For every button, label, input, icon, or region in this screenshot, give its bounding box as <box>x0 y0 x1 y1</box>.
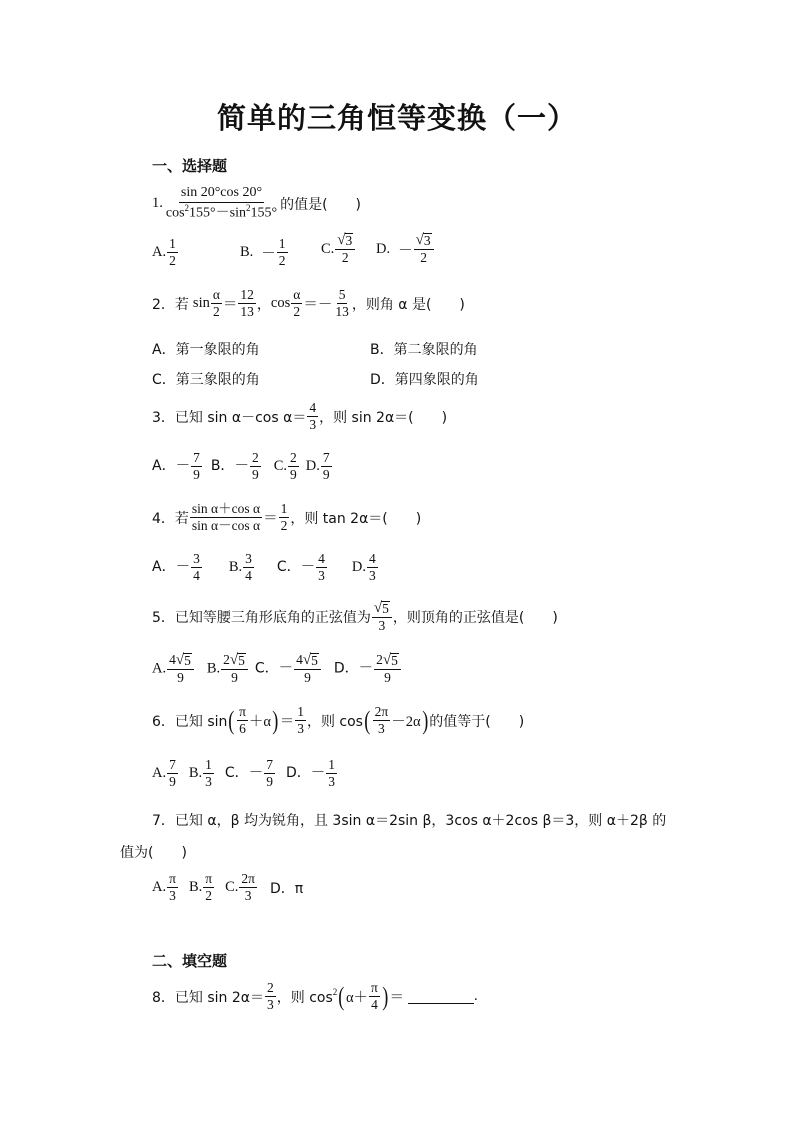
section-choice-heading: 一、选择题 <box>152 157 228 175</box>
q1-option-a[interactable]: A. $\frac{1}{2}$ <box>152 236 176 269</box>
q1-numerator: sin 20°cos 20° <box>179 186 264 203</box>
q5-options <box>152 653 402 685</box>
question-6: 6．已知 sin ( $\frac{\pi}{6}$ ＋α ) ＝ $\frac{1}{3}$ ，则 cos ( $\frac{2\pi}{3}$ －2α ) 的值等于( ) <box>152 704 525 737</box>
q5-option-c[interactable]: C．－ 4 √ 5 9 <box>255 653 322 685</box>
q1-denominator: $\cos^2155^\circ-\sin^2155^\circ$ <box>165 202 278 221</box>
q1-fraction <box>164 186 279 221</box>
section-fill-heading: 二、填空题 <box>152 952 228 970</box>
q5-option-b[interactable]: B. 2 √ 5 9 <box>207 653 249 685</box>
q7-option-a[interactable]: A. $\frac{\pi}{3}$ <box>152 871 176 904</box>
q2-option-b[interactable]: B．第二象限的角 <box>370 342 478 358</box>
page-title: 简单的三角恒等变换（一） <box>216 101 577 135</box>
q5-option-a[interactable]: A. 4 √ 5 9 <box>152 653 195 685</box>
q2-option-c[interactable]: C．第三象限的角 <box>152 372 260 388</box>
q1-option-b-fraction: $\frac{1}{2}$ <box>278 236 286 269</box>
q1-tail: 的值是( ) <box>280 196 362 213</box>
q2-option-a[interactable]: A．第一象限的角 <box>152 342 260 358</box>
q2-option-d[interactable]: D．第四象限的角 <box>370 372 479 388</box>
q6-option-b[interactable]: B. $\frac{1}{3}$ <box>188 757 212 790</box>
q3-option-a[interactable]: A．－ $\frac{7}{9}$ <box>152 450 200 483</box>
q3-options <box>152 451 333 482</box>
q7-option-d[interactable]: D．π <box>269 880 304 897</box>
q3-option-d[interactable]: D. $\frac{7}{9}$ <box>305 450 330 483</box>
q1-option-a-fraction: $\frac{1}{2}$ <box>169 236 176 269</box>
question-7-line-2: 值为( ) <box>120 845 187 861</box>
q6-options <box>152 758 338 789</box>
q4-option-d[interactable]: D. $\frac{4}{3}$ <box>351 551 376 584</box>
q3-option-c[interactable]: C. $\frac{2}{9}$ <box>273 450 297 483</box>
q4-option-a[interactable]: A．－ $\frac{3}{4}$ <box>152 551 200 584</box>
q1-option-d-fraction: √ 3 2 <box>414 233 434 265</box>
q6-option-c[interactable]: C．－ $\frac{7}{9}$ <box>224 757 273 790</box>
question-5: 5．已知等腰三角形底角的正弦值为 √ 5 3 ，则顶角的正弦值是( ) <box>152 600 558 634</box>
q6-option-a[interactable]: A. $\frac{7}{9}$ <box>152 757 176 790</box>
question-3: 3．已知 sin α－cos α＝ $\frac{4}{3}$ ，则 sin 2α＝( ) <box>152 400 448 433</box>
q3-option-b[interactable]: B．－ $\frac{2}{9}$ <box>210 450 259 483</box>
question-8: 8．已知 sin 2α＝ $\frac{2}{3}$ ，则 cos $^2$ ( α＋ $\frac{\pi}{4}$ ) ＝ . <box>152 980 478 1013</box>
q7-options <box>152 872 303 903</box>
q1-number: 1. <box>152 195 163 212</box>
q7-option-c[interactable]: C. $\frac{2\pi}{3}$ <box>225 871 255 904</box>
q1-option-c-fraction: √ 3 2 <box>335 233 355 265</box>
q4-options <box>152 552 379 583</box>
q4-option-b[interactable]: B. $\frac{3}{4}$ <box>228 551 252 584</box>
q1-option-b[interactable]: B. － $\frac{1}{2}$ <box>240 236 286 269</box>
q1-option-c[interactable]: C. √ 3 2 <box>321 233 356 265</box>
question-1 <box>152 186 361 221</box>
q1-option-d[interactable]: D. － √ 3 2 <box>376 233 435 265</box>
q8-answer-blank[interactable] <box>408 989 474 1004</box>
q6-option-d[interactable]: D．－ $\frac{1}{3}$ <box>285 757 335 790</box>
question-7-line-1: 7．已知 α，β 均为锐角，且 3sin α＝2sin β，3cos α＋2cos β＝3，则 α＋2β 的 <box>152 813 667 829</box>
q7-option-b[interactable]: B. $\frac{\pi}{2}$ <box>188 871 213 904</box>
q4-option-c[interactable]: C．－ $\frac{4}{3}$ <box>276 551 325 584</box>
question-2: 2．若 sin $\frac{\alpha}{2}$ ＝ $\frac{12}{13}$ ， cos $\frac{\alpha}{2}$ ＝－ $\frac{5}{13}$ ，则角 α 是( ) <box>152 287 465 320</box>
question-4: 4．若 $\frac{\text{sin α＋cos α}}{\text{sin α－cos α}}$ ＝ $\frac{1}{2}$ ，则 tan 2α＝( ) <box>152 501 422 534</box>
q5-option-d[interactable]: D．－ 2 √ 5 9 <box>334 653 402 685</box>
